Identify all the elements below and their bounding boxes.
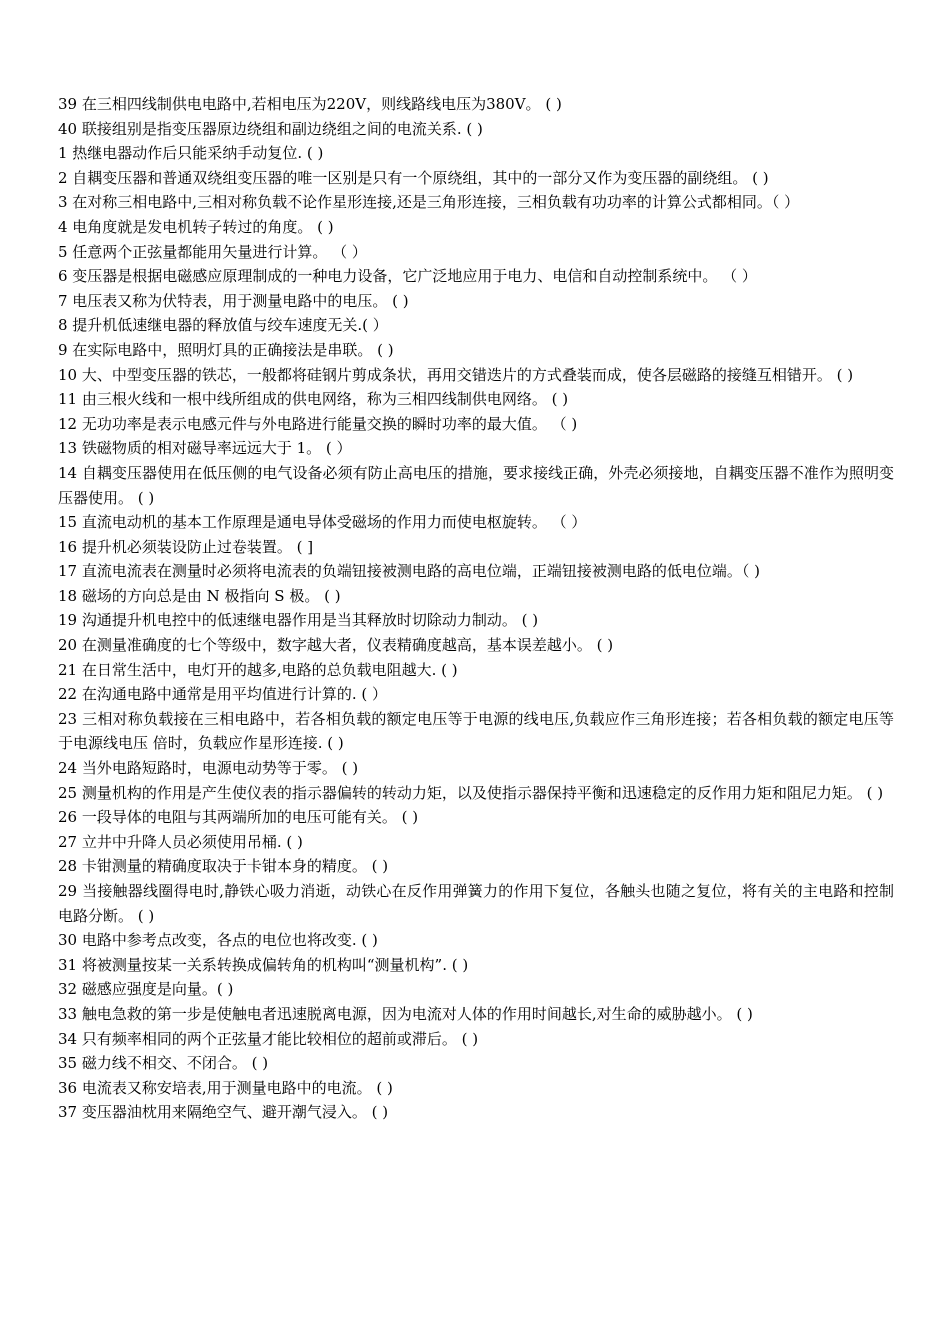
question-16: 16 提升机必须装设防止过卷装置。 ( ] xyxy=(58,537,314,556)
question-28: 28 卡钳测量的精确度取决于卡钳本身的精度。 ( ) xyxy=(58,857,389,876)
question-37: 37 变压器油枕用来隔绝空气、避开潮气浸入。 ( ) xyxy=(58,1103,389,1122)
question-33: 33 触电急救的第一步是使触电者迅速脱离电源，因为电流对人体的作用时间越长,对生命的威胁越小。 ( ) xyxy=(58,1004,753,1023)
question-39: 39 在三相四线制供电电路中,若相电压为220V，则线路线电压为380V。 ( ) xyxy=(58,95,562,113)
question-24: 24 当外电路短路时，电源电动势等于零。 ( ) xyxy=(58,759,359,778)
question-4: 4 电角度就是发电机转子转过的角度。 ( ) xyxy=(58,217,334,236)
question-35: 35 磁力线不相交、不闭合。 ( ) xyxy=(58,1054,269,1073)
question-7: 7 电压表又称为伏特表，用于测量电路中的电压。 ( ) xyxy=(58,291,409,310)
question-36: 36 电流表又称安培表,用于测量电路中的电流。 ( ) xyxy=(58,1078,393,1097)
question-10: 10 大、中型变压器的铁芯，一般都将硅钢片剪成条状，再用交错迭片的方式叠装而成，使各层磁路的接缝互相错开。 ( ) xyxy=(58,365,854,384)
question-17: 17 直流电流表在测量时必须将电流表的负端钮接被测电路的高电位端，正端钮接被测电路的低电位端。（ ) xyxy=(58,562,760,581)
question-14: 14 自耦变压器使用在低压侧的电气设备必须有防止高电压的措施，要求接线正确，外壳必须接地，自耦变压器不准作为照明变压器使用。 ( ) xyxy=(58,463,894,507)
question-19: 19 沟通提升机电控中的低速继电器作用是当其释放时切除动力制动。 ( ) xyxy=(58,611,539,630)
question-20: 20 在测量准确度的七个等级中，数字越大者，仪表精确度越高，基本误差越小。 ( ) xyxy=(58,636,614,655)
question-5: 5 任意两个正弦量都能用矢量进行计算。 （ ） xyxy=(58,242,367,261)
question-30: 30 电路中参考点改变，各点的电位也将改变. ( ) xyxy=(58,931,378,950)
question-26: 26 一段导体的电阻与其两端所加的电压可能有关。 ( ) xyxy=(58,808,419,827)
question-34: 34 只有频率相同的两个正弦量才能比较相位的超前或滞后。 ( ) xyxy=(58,1029,479,1048)
question-12: 12 无功功率是表示电感元件与外电路进行能量交换的瞬时功率的最大值。 （ ) xyxy=(58,414,578,433)
question-21: 21 在日常生活中，电灯开的越多,电路的总负载电阻越大. ( ) xyxy=(58,660,458,679)
question-list xyxy=(58,92,894,1125)
question-2: 2 自耦变压器和普通双绕组变压器的唯一区别是只有一个原绕组，其中的一部分又作为变压器的副绕组。 ( ) xyxy=(58,168,769,187)
question-3: 3 在对称三相电路中,三相对称负载不论作星形连接,还是三角形连接，三相负载有功功率的计算公式都相同。（ ） xyxy=(58,193,800,212)
question-11: 11 由三根火线和一根中线所组成的供电网络，称为三相四线制供电网络。 ( ) xyxy=(58,390,569,409)
question-32: 32 磁感应强度是向量。( ) xyxy=(58,980,234,999)
question-18: 18 磁场的方向总是由 N 极指向 S 极。 ( ) xyxy=(58,586,341,605)
question-31: 31 将被测量按某一关系转换成偏转角的机构叫“测量机构”. ( ) xyxy=(58,955,469,974)
question-25: 25 测量机构的作用是产生使仪表的指示器偏转的转动力矩，以及使指示器保持平衡和迅速稳定的反作用力矩和阻尼力矩。 ( ) xyxy=(58,783,884,802)
question-40: 40 联接组别是指变压器原边绕组和副边绕组之间的电流关系. ( ) xyxy=(58,119,483,138)
question-27: 27 立井中升降人员必须使用吊桶. ( ) xyxy=(58,832,303,851)
question-23: 23 三相对称负载接在三相电路中，若各相负载的额定电压等于电源的线电压,负载应作三角形连接；若各相负载的额定电压等于电源线电压 倍时，负载应作星形连接. ( ) xyxy=(58,709,894,753)
question-13: 13 铁磁物质的相对磁导率远远大于 1。 ( ） xyxy=(58,439,352,458)
question-15: 15 直流电动机的基本工作原理是通电导体受磁场的作用力而使电枢旋转。 （ ） xyxy=(58,513,587,532)
question-8: 8 提升机低速继电器的释放值与绞车速度无关.( ） xyxy=(58,316,388,335)
question-6: 6 变压器是根据电磁感应原理制成的一种电力设备，它广泛地应用于电力、电信和自动控制系统中。 （ ） xyxy=(58,267,757,286)
question-29: 29 当接触器线圈得电时,静铁心吸力消逝，动铁心在反作用弹簧力的作用下复位，各触头也随之复位，将有关的主电路和控制电路分断。 ( ) xyxy=(58,882,894,925)
question-9: 9 在实际电路中，照明灯具的正确接法是串联。 ( ) xyxy=(58,340,394,359)
question-1: 1 热继电器动作后只能采纳手动复位. ( ) xyxy=(58,144,324,163)
question-22: 22 在沟通电路中通常是用平均值进行计算的. ( ） xyxy=(58,685,388,704)
